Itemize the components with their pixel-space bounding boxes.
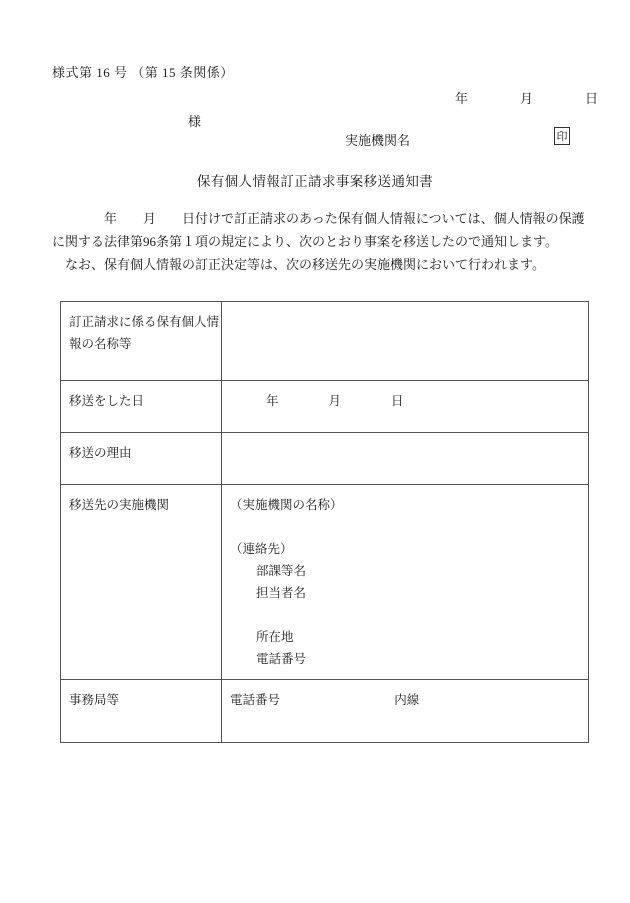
- contact-person: 担当者名: [256, 586, 307, 600]
- secretariat-phone-label: 電話番号: [230, 693, 281, 707]
- contact-department: 部課等名: [256, 564, 307, 578]
- contact-address: 所在地: [256, 630, 294, 644]
- table-row: [61, 433, 589, 485]
- row-label-transfer-date: 移送をした日: [61, 381, 222, 433]
- table-row: [61, 381, 589, 433]
- row-label-transfer-reason: 移送の理由: [61, 433, 222, 485]
- page-title: 保有個人情報訂正請求事案移送通知書: [196, 174, 434, 189]
- body-paragraph-note: なお、保有個人情報の訂正決定等は、次の移送先の実施機関において行われます。: [65, 257, 545, 272]
- row-value-information-name[interactable]: [222, 302, 589, 381]
- row-value-secretariat[interactable]: [222, 680, 589, 743]
- table-row: [61, 485, 589, 680]
- body-text: [52, 207, 587, 276]
- body-paragraph-main: 年 月 日付けで訂正請求のあった保有個人情報については、個人情報の保護に関する法律第96条第１項の規定により、次のとおり事案を移送したので通知します。: [52, 211, 585, 249]
- issue-date-line: 年 月 日: [455, 91, 599, 106]
- row-value-destination-agency[interactable]: [222, 485, 589, 680]
- row-value-transfer-date[interactable]: 年 月 日: [222, 381, 589, 433]
- row-label-secretariat: 事務局等: [61, 680, 222, 743]
- form-number: 様式第 16 号 （第 15 条関係）: [52, 65, 234, 80]
- blank-line: [230, 516, 588, 538]
- table-row: [61, 302, 589, 381]
- destination-agency-name: （実施機関の名称）: [230, 498, 343, 512]
- secretariat-extension-label: 内線: [394, 693, 420, 707]
- seal-stamp-icon: 印: [554, 127, 570, 145]
- row-label-destination-agency: 移送先の実施機関: [61, 485, 222, 680]
- row-value-transfer-reason[interactable]: [222, 433, 589, 485]
- agency-name-label: 実施機関名: [345, 133, 411, 148]
- blank-line: [230, 604, 588, 626]
- transfer-info-table: [60, 301, 589, 743]
- agency-row: [345, 130, 570, 148]
- addressee-honorific: 様: [188, 114, 202, 129]
- contact-phone: 電話番号: [256, 652, 307, 666]
- table-row: [61, 680, 589, 743]
- contact-heading: （連絡先）: [230, 542, 293, 556]
- row-label-information-name: 訂正請求に係る保有個人情報の名称等: [61, 302, 222, 381]
